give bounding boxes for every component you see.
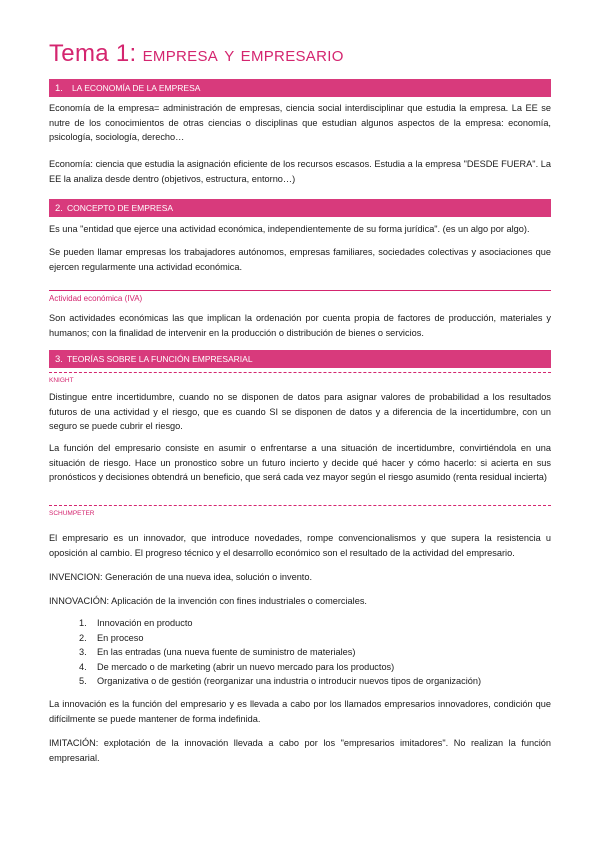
section-number: 2. — [55, 203, 63, 214]
paragraph: IMITACIÓN: explotación de la innovación llevada a cabo por los "empresarios imitadores". No realizan la función empresarial. — [49, 738, 551, 763]
document-title — [49, 40, 344, 68]
paragraph: Son actividades económicas las que implican la ordenación por cuenta propia de factores de producción, materiales y humanos; con la finalidad de intervenir en la producción o distribución de bienes o servicios. — [49, 313, 551, 338]
list-item: 1. Innovación en producto — [79, 618, 193, 628]
section-header-2 — [49, 199, 551, 217]
paragraph: Economía: ciencia que estudia la asignación eficiente de los recursos escasos. Estudia a la empresa "DESDE FUERA". La EE la analiza desde dentro (objetivos, estructura, entorno…) — [49, 159, 551, 184]
subsection-knight — [49, 372, 551, 384]
subsection-label: Actividad económica (IVA) — [49, 294, 143, 303]
innovation-types-list — [79, 616, 481, 689]
title-prefix: Tema 1: — [49, 40, 137, 67]
paragraph: El empresario es un innovador, que introduce novedades, rompe convencionalismos y que supera la resistencia u oposición al cambio. El progreso técnico y el desarrollo económico son el resultado de la actividad del empresario. — [49, 533, 551, 558]
paragraph: La función del empresario consiste en asumir o enfrentarse a una situación de incertidumbre, convirtiéndola en una situación de riesgo. Hace un pronostico sobre un futuro incierto y decide qué hacer y cómo hacerlo: si acierta en sus pronósticos y decisiones obtendrá un beneficio, que será cada vez mayor según el riesgo asumido (renta residual incierta) — [49, 443, 551, 482]
paragraph: INVENCION: Generación de una nueva idea, solución o invento. — [49, 572, 313, 582]
paragraph: INNOVACIÓN: Aplicación de la invención con fines industriales o comerciales. — [49, 596, 367, 606]
list-item: 5. Organizativa o de gestión (reorganizar una industria o introducir nuevos tipos de organización) — [79, 676, 482, 686]
title-rest: empresa y empresario — [142, 43, 344, 66]
list-item: 2. En proceso — [79, 632, 144, 643]
section-label: LA ECONOMÍA DE LA EMPRESA — [71, 83, 201, 93]
section-label: TEORÍAS SOBRE LA FUNCIÓN EMPRESARIAL — [66, 354, 253, 364]
section-header-3 — [49, 350, 551, 368]
paragraph: Se pueden llamar empresas los trabajadores autónomos, empresas familiares, sociedades colectivas y asociaciones que ejercen regularmente una actividad económica. — [49, 247, 551, 272]
subsection-iva — [49, 290, 551, 303]
subsection-label: SCHUMPETER — [49, 510, 95, 517]
section-header-1 — [49, 79, 551, 97]
subsection-schumpeter — [49, 505, 551, 517]
paragraph: Distingue entre incertidumbre, cuando no se disponen de datos para asignar valores de probabilidad a los resultados futuros de una actividad y el riesgo, que es cuando SI se disponen de datos y a diferencia de la incertidumbre, con un seguro se puede cubrir el riesgo. — [49, 392, 551, 431]
section-number: 1. — [55, 83, 63, 94]
section-label: CONCEPTO DE EMPRESA — [66, 203, 174, 213]
paragraph: Es una "entidad que ejerce una actividad económica, independientemente de su forma jurídica". (es un algo por algo). — [49, 224, 530, 234]
paragraph: Economía de la empresa= administración de empresas, ciencia social interdisciplinar que estudia la empresa. La EE se nutre de los conocimientos de otras ciencias o disciplinas que estudian algunos aspectos de la empresa: economía, psicología, sociología, derecho… — [49, 103, 551, 142]
paragraph: La innovación es la función del empresario y es llevada a cabo por los llamados empresarios innovadores, condición que difícilmente se puede mantener de forma indefinida. — [49, 699, 551, 724]
section-number: 3. — [55, 354, 63, 365]
list-item: 3. En las entradas (una nueva fuente de suministro de materiales) — [79, 647, 356, 657]
subsection-label: KNIGHT — [49, 377, 74, 384]
list-item: 4. De mercado o de marketing (abrir un nuevo mercado para los productos) — [79, 661, 395, 672]
